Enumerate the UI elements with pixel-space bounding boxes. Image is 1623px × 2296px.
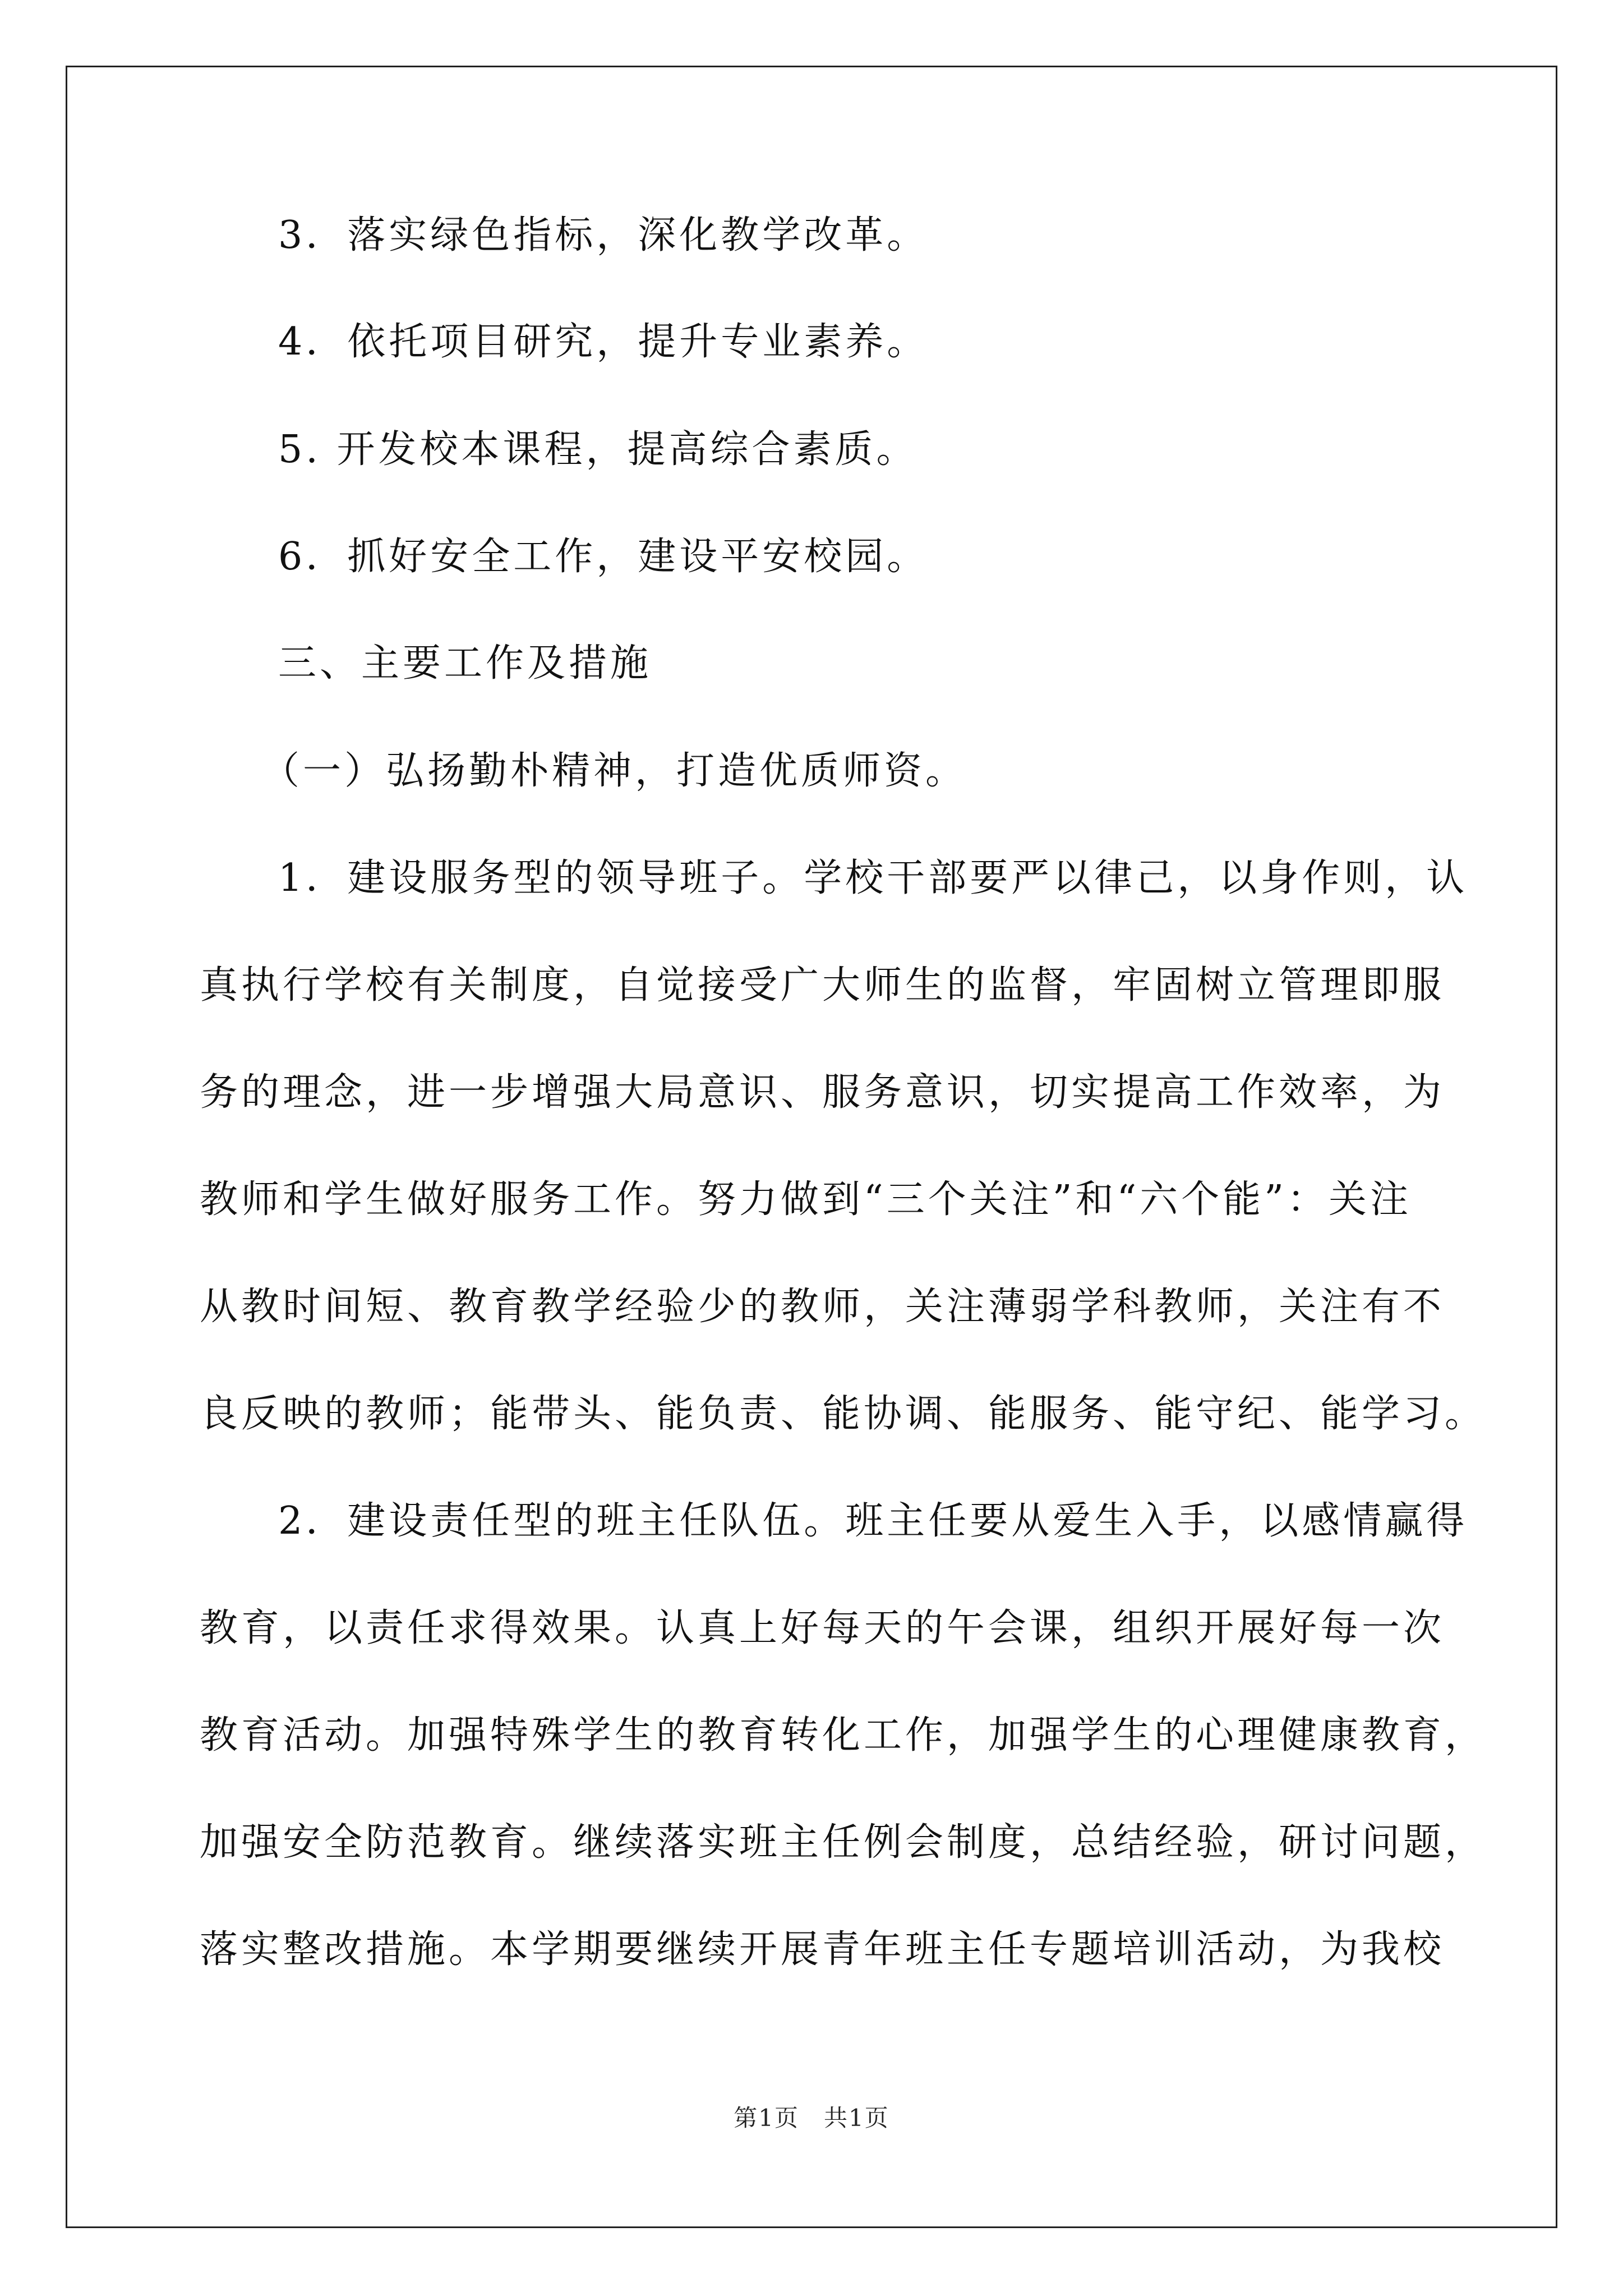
paragraph-line: 良反映的教师；能带头、能负责、能协调、能服务、能守纪、能学习。 xyxy=(200,1392,1487,1436)
paragraph-line: 加强安全防范教育。继续落实班主任例会制度，总结经验，研讨问题， xyxy=(200,1820,1487,1865)
paragraph-line: 务的理念，进一步增强大局意识、服务意识，切实提高工作效率，为 xyxy=(200,1070,1445,1115)
subsection-heading: （一）弘扬勤朴精神，打造优质师资。 xyxy=(261,749,967,793)
paragraph-line: 从教时间短、教育教学经验少的教师，关注薄弱学科教师，关注有不 xyxy=(200,1285,1445,1329)
paragraph-line: 真执行学校有关制度，自觉接受广大师生的监督，牢固树立管理即服 xyxy=(200,963,1445,1007)
page-number-footer: 第1页 共1页 xyxy=(734,2104,889,2132)
list-item-6: 6．抓好安全工作，建设平安校园。 xyxy=(278,535,929,579)
paragraph-line: 落实整改措施。本学期要继续开展青年班主任专题培训活动，为我校 xyxy=(200,1927,1445,1972)
page-border xyxy=(66,66,1557,2228)
list-item-5: 5. 开发校本课程，提高综合素质。 xyxy=(278,427,918,472)
section-heading: 三、主要工作及措施 xyxy=(278,641,652,685)
paragraph-line: 教育活动。加强特殊学生的教育转化工作，加强学生的心理健康教育， xyxy=(200,1713,1487,1757)
list-item-3: 3．落实绿色指标，深化教学改革。 xyxy=(278,213,929,257)
paragraph-line: 教育，以责任求得效果。认真上好每天的午会课，组织开展好每一次 xyxy=(200,1606,1445,1650)
paragraph-line: 2．建设责任型的班主任队伍。班主任要从爱生入手，以感情赢得 xyxy=(278,1499,1468,1543)
list-item-4: 4．依托项目研究，提升专业素养。 xyxy=(278,320,929,364)
paragraph-line: 1．建设服务型的领导班子。学校干部要严以律己，以身作则，认 xyxy=(278,856,1468,900)
paragraph-line: 教师和学生做好服务工作。努力做到“三个关注”和“六个能”：关注 xyxy=(200,1177,1412,1222)
